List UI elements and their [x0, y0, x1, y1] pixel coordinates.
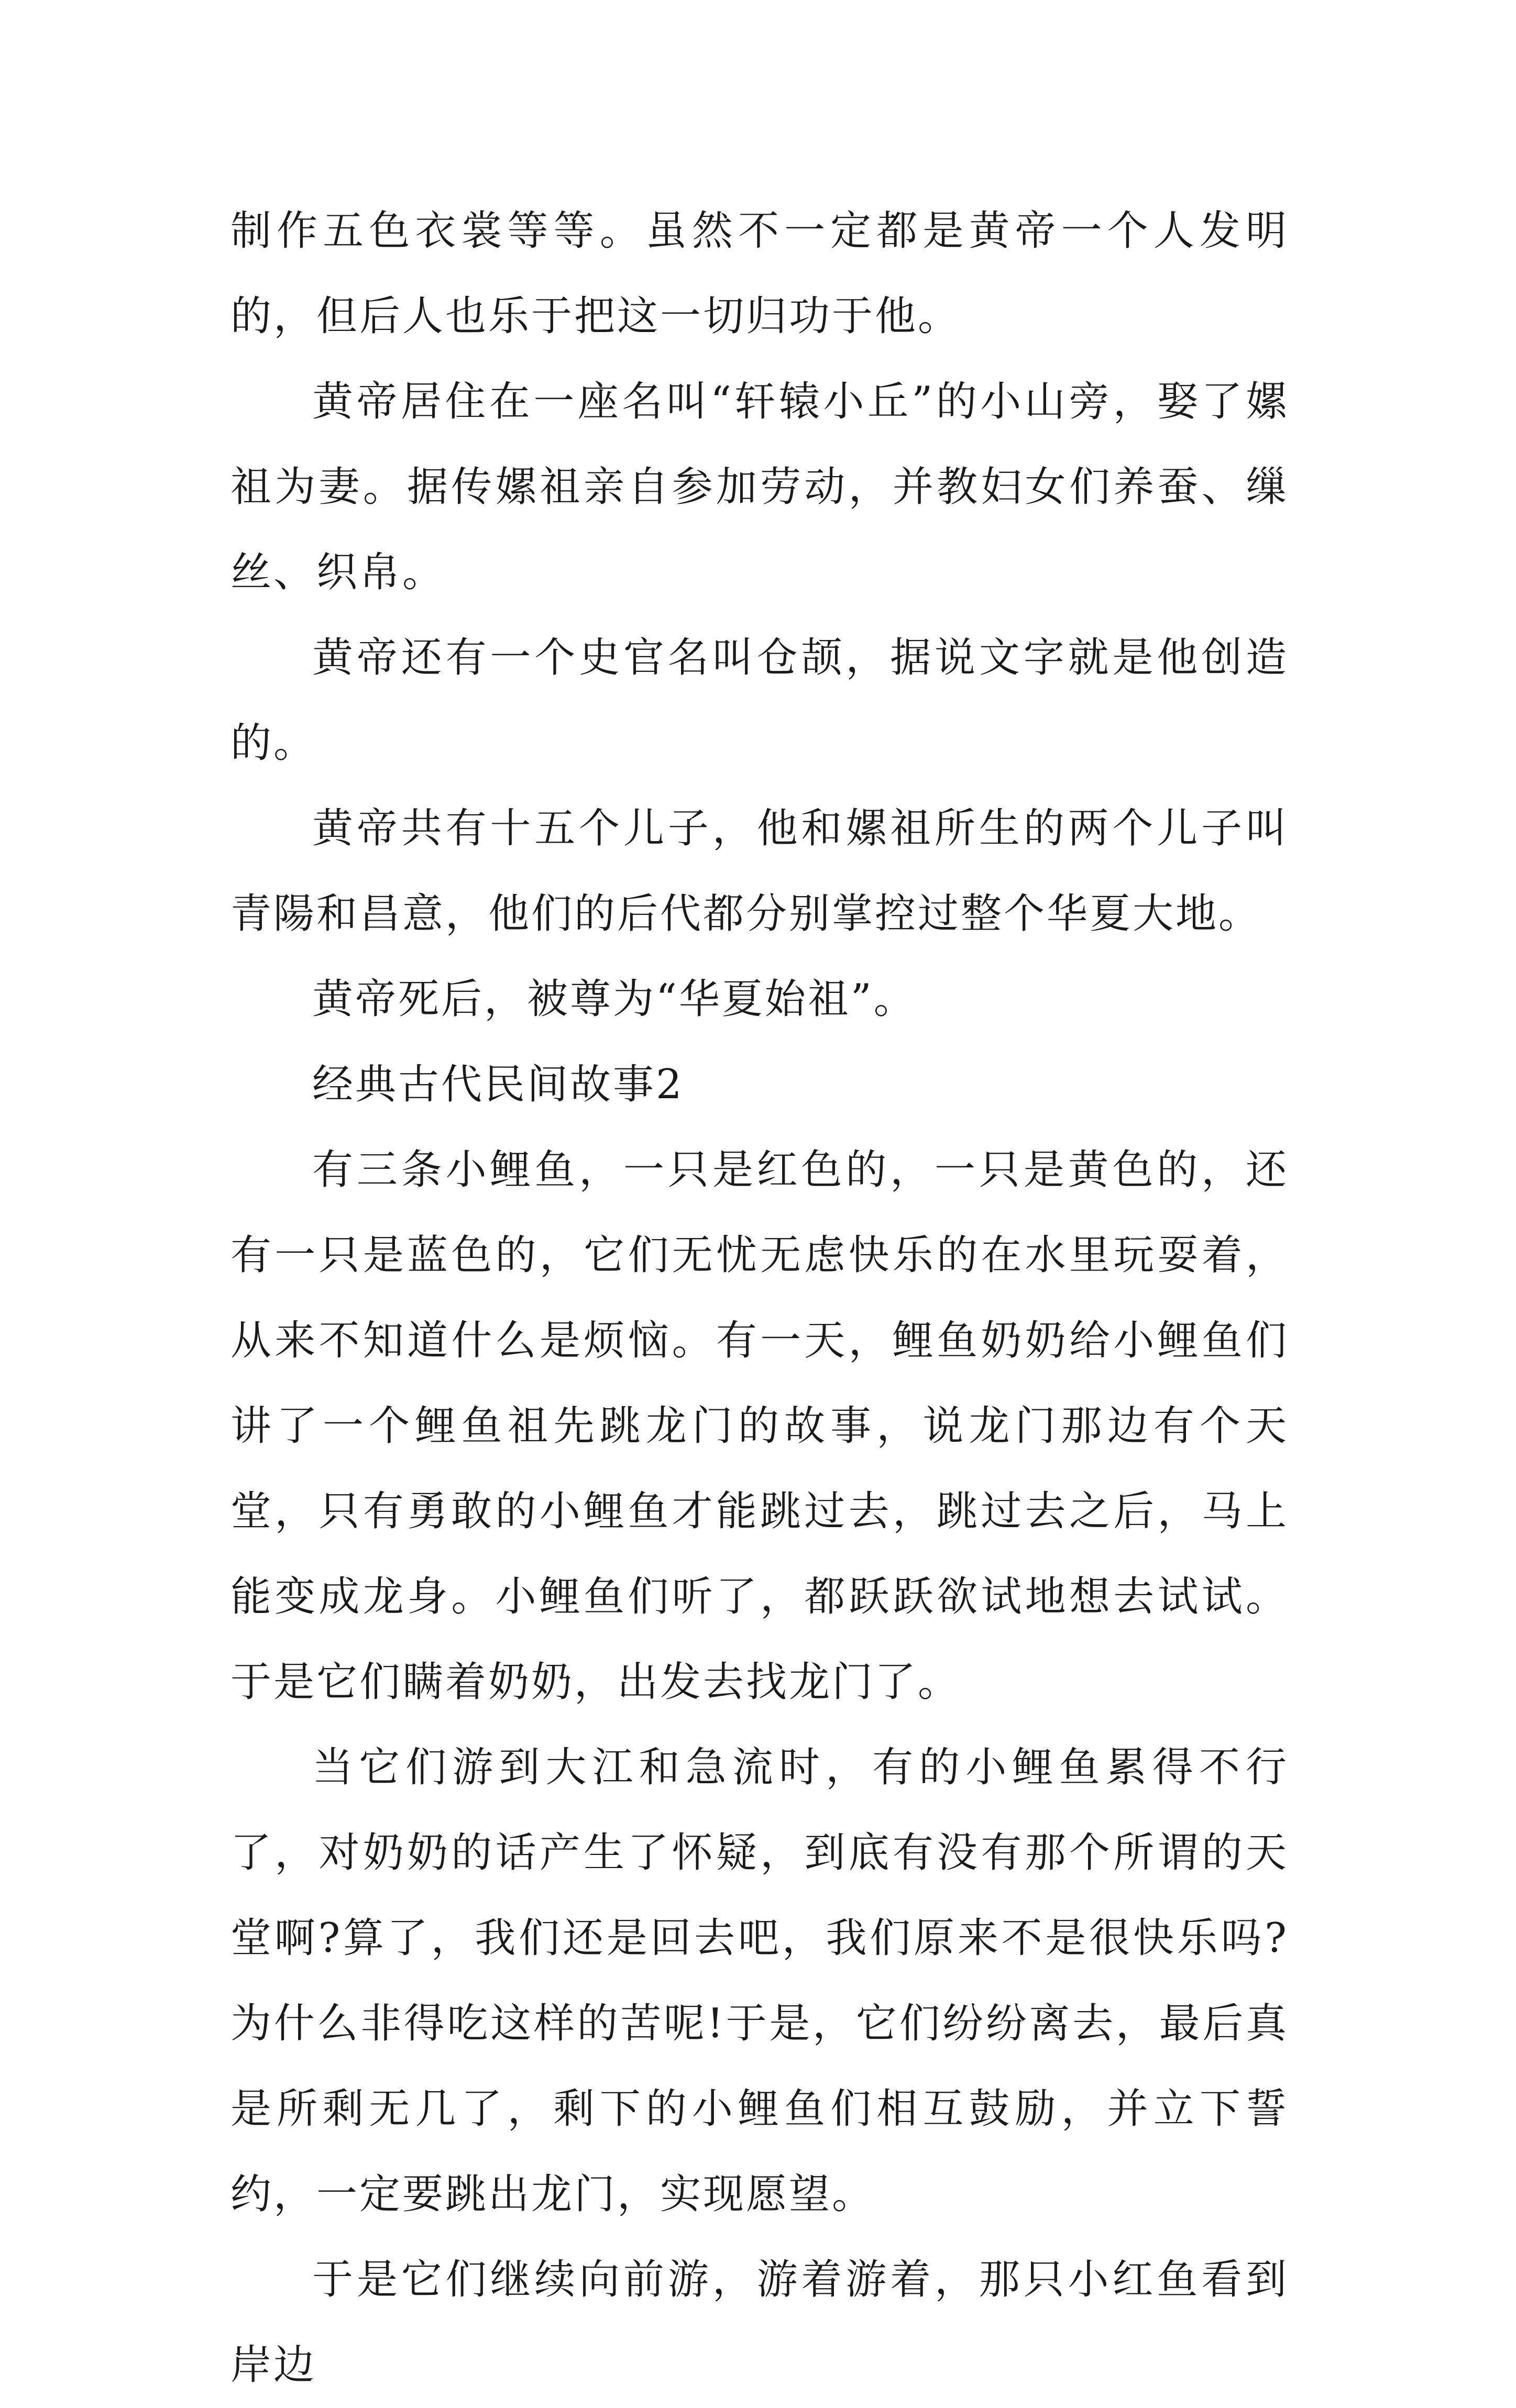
paragraph: 黄帝共有十五个儿子，他和嫘祖所生的两个儿子叫青陽和昌意，他们的后代都分别掌控过整个华夏大地。: [230, 805, 1289, 937]
document-body: [230, 189, 1289, 2408]
section-heading: 经典古代民间故事2: [312, 1061, 684, 1108]
paragraph-continuation: 制作五色衣裳等等。虽然不一定都是黄帝一个人发明的，但后人也乐于把这一切归功于他。: [230, 207, 1289, 340]
paragraph: 黄帝还有一个史官名叫仓颉，据说文字就是他创造的。: [230, 634, 1289, 767]
paragraph: 有三条小鲤鱼，一只是红色的，一只是黄色的，还有一只是蓝色的，它们无忧无虑快乐的在水里玩耍着，从来不知道什么是烦恼。有一天，鲤鱼奶奶给小鲤鱼们讲了一个鲤鱼祖先跳龙门的故事，说龙门那边有个天堂，只有勇敢的小鲤鱼才能跳过去，跳过去之后，马上能变成龙身。小鲤鱼们听了，都跃跃欲试地想去试试。于是它们瞒着奶奶，出发去找龙门了。: [230, 1146, 1289, 1706]
paragraph: 于是它们继续向前游，游着游着，那只小红鱼看到岸边: [230, 2256, 1289, 2389]
paragraph: 黄帝居住在一座名叫“轩辕小丘”的小山旁，娶了嫘祖为妻。据传嫘祖亲自参加劳动，并教妇女们养蚕、缫丝、织帛。: [230, 378, 1289, 596]
paragraph: 黄帝死后，被尊为“华夏始祖”。: [312, 976, 917, 1023]
paragraph: 当它们游到大江和急流时，有的小鲤鱼累得不行了，对奶奶的话产生了怀疑，到底有没有那个所谓的天堂啊?算了，我们还是回去吧，我们原来不是很快乐吗?为什么非得吃这样的苦呢!于是，它们纷纷离去，最后真是所剩无几了，剩下的小鲤鱼们相互鼓励，并立下誓约，一定要跳出龙门，实现愿望。: [230, 1744, 1289, 2218]
